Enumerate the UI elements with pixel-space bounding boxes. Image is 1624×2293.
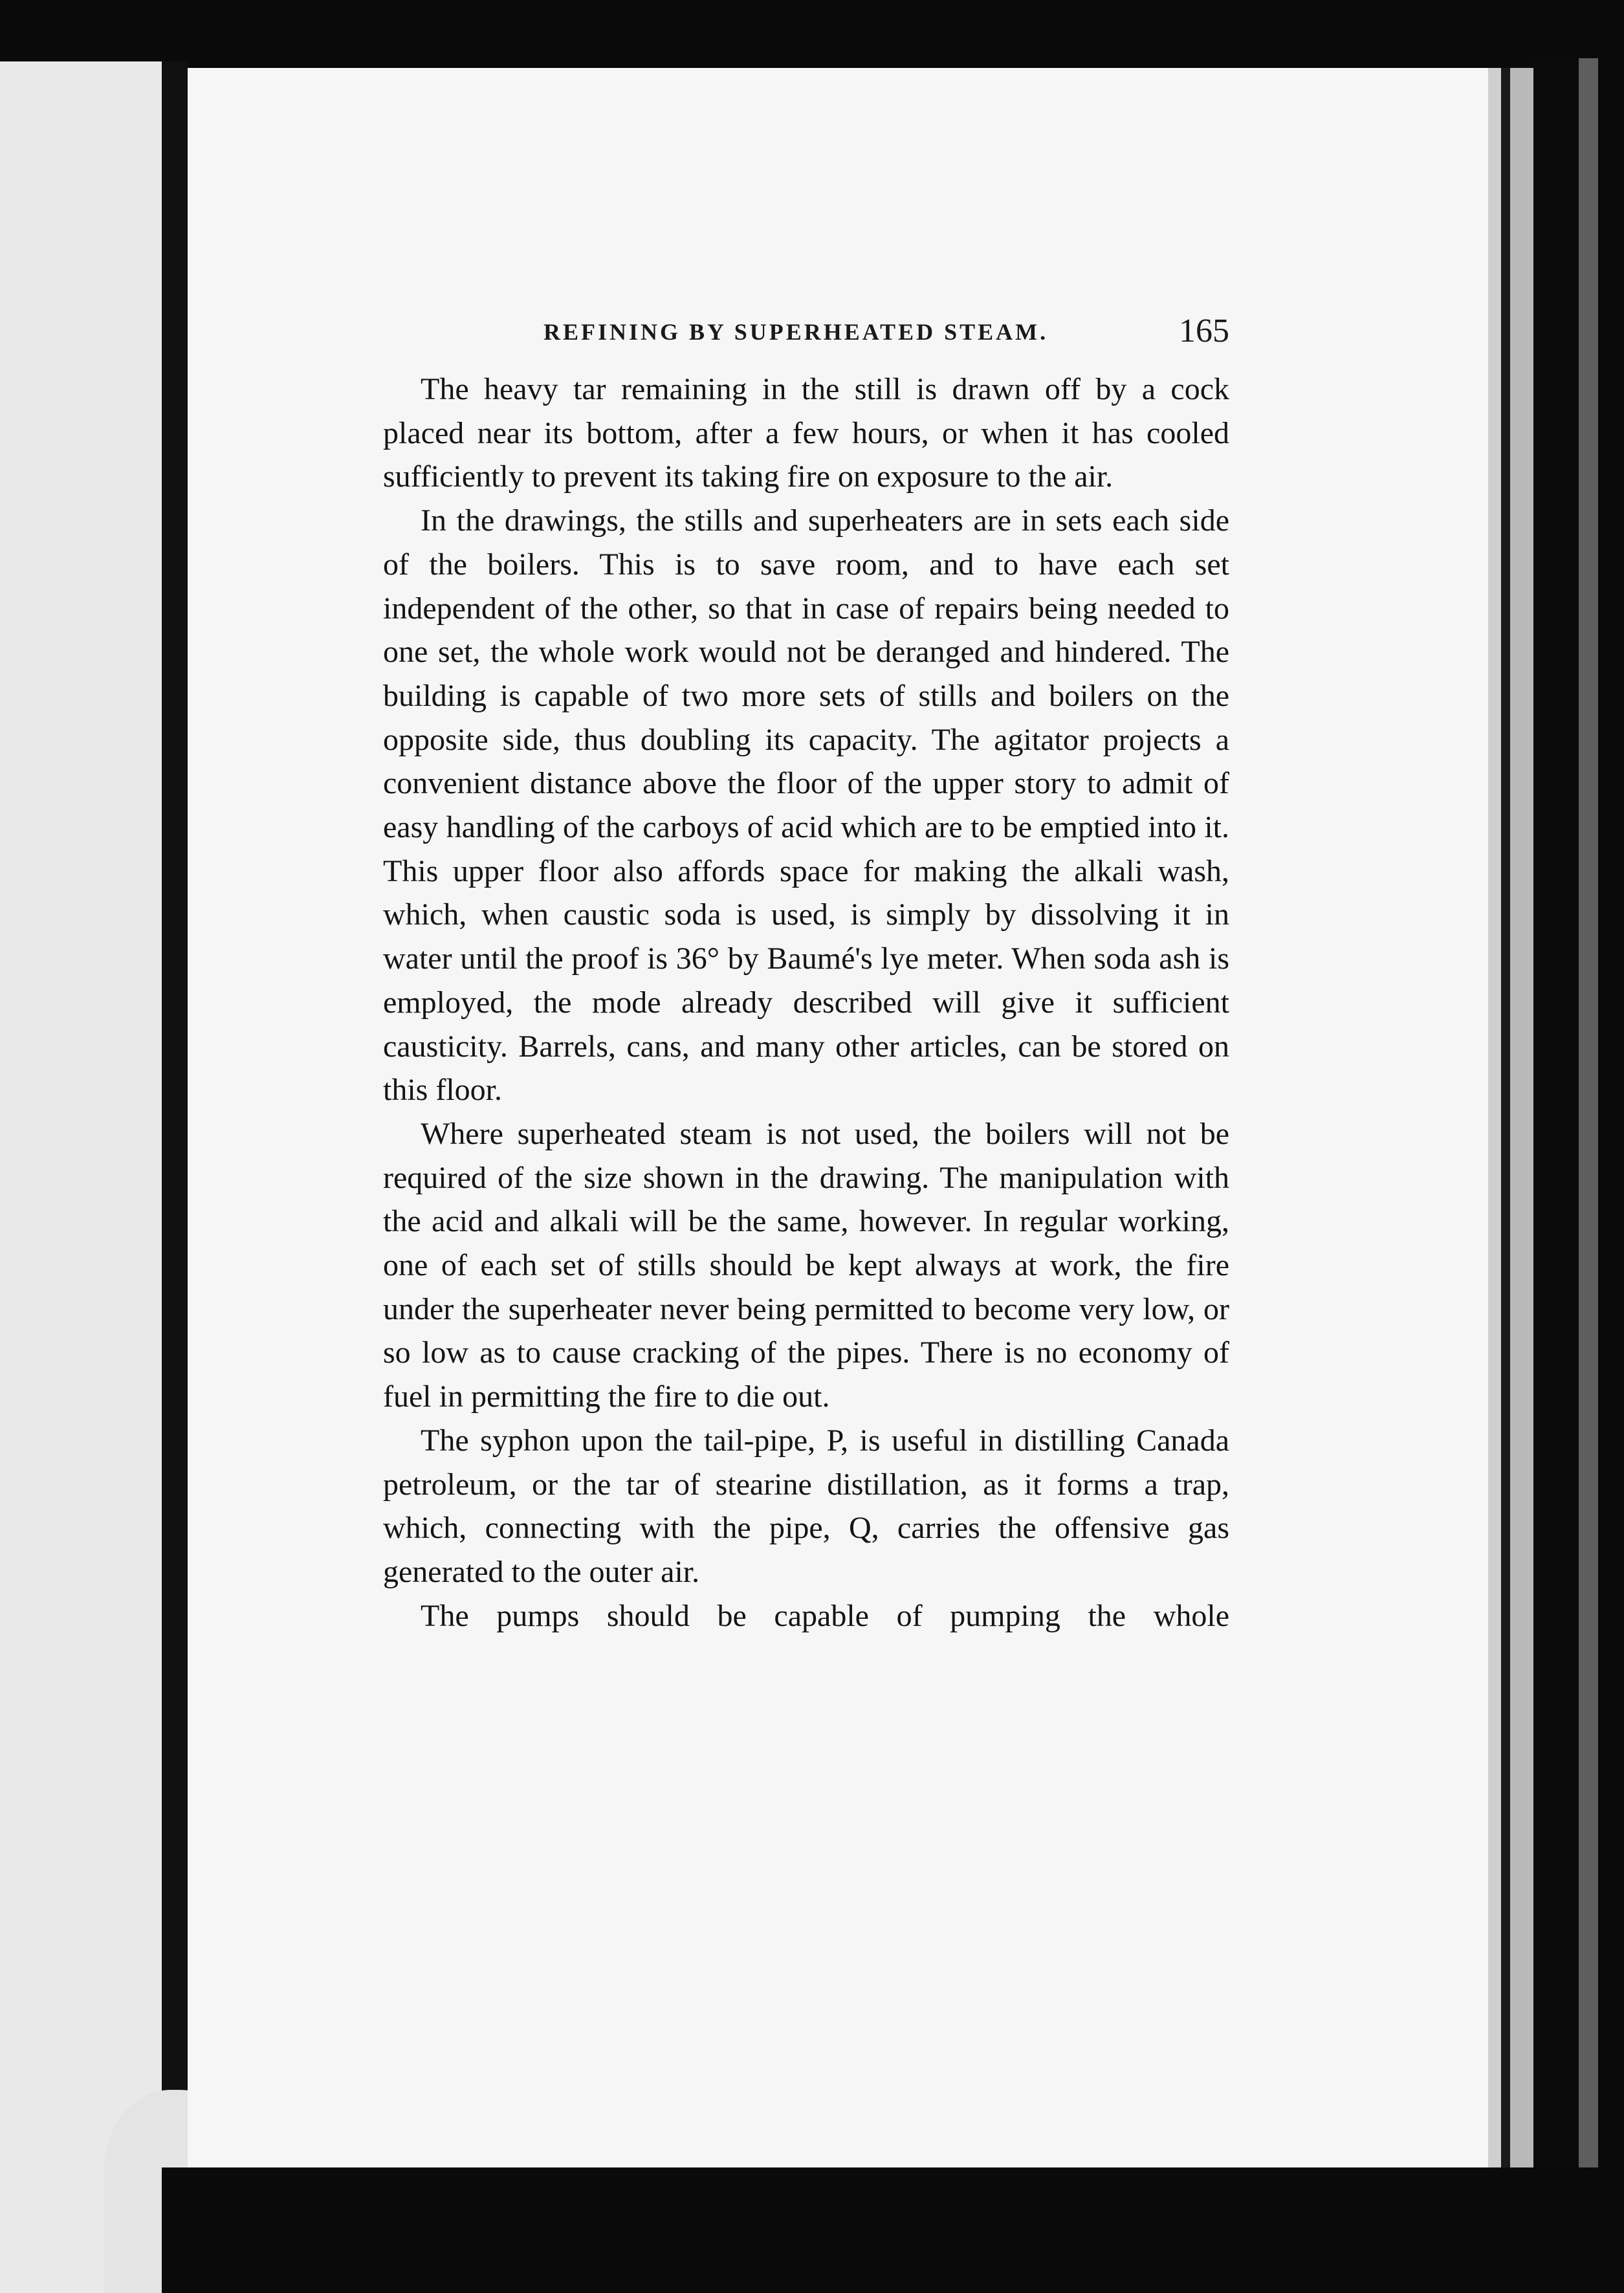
- paragraph: Where superheated steam is not used, the boilers will not be required of the size shown in the drawing. The manipulation with the acid and alkali will be the same, however. In regular working, one of each set of stills should be kept always at work, the fire under the superheater never being permitted to become very low, or so low as to cause cracking of the pipes. There is no economy of fuel in permitting the fire to die out.: [383, 1116, 1229, 1414]
- book-cover-edge: [1579, 58, 1598, 2174]
- scan-border-bottom: [162, 2167, 1624, 2293]
- facing-page-edge: [0, 61, 162, 2293]
- scan-border-right: [1533, 58, 1579, 2174]
- paragraph: The pumps should be capable of pumping the whole: [421, 1598, 1229, 1633]
- body-text: [383, 368, 1229, 1638]
- page-number: 165: [1179, 313, 1229, 349]
- page-edge-stack: [1488, 68, 1501, 2167]
- page-edge-stack-outer: [1510, 68, 1533, 2167]
- paragraph: The syphon upon the tail-pipe, P, is useful in distilling Canada petroleum, or the tar of stearine distillation, as it forms a trap, which, connecting with the pipe, Q, carries the offensive gas generated to the outer air.: [383, 1423, 1229, 1589]
- running-title: REFINING BY SUPERHEATED STEAM.: [543, 319, 1049, 345]
- gutter-shadow: [162, 61, 188, 2293]
- paragraph: In the drawings, the stills and superheaters are in sets each side of the boilers. This is to save room, and to have each set independent of the other, so that in case of repairs being needed to one set, the whole work would not be deranged and hindered. The building is capable of two more sets of stills and boilers on the opposite side, thus doubling its capacity. The agitator projects a convenient distance above the floor of the upper story to admit of easy handling of the carboys of acid which are to be emptied into it. This upper floor also affords space for making the alkali wash, which, when caustic soda is used, is simply by dissolving it in water until the proof is 36° by Baumé's lye meter. When soda ash is employed, the mode already described will give it sufficient causticity. Barrels, cans, and many other articles, can be stored on this floor.: [383, 503, 1229, 1108]
- page-header: [543, 312, 1229, 357]
- page-edge-shadow: [1501, 68, 1510, 2167]
- paragraph: The heavy tar remaining in the still is drawn off by a cock placed near its bottom, after a few hours, or when it has cooled sufficiently to prevent its taking fire on exposure to the air.: [383, 372, 1229, 494]
